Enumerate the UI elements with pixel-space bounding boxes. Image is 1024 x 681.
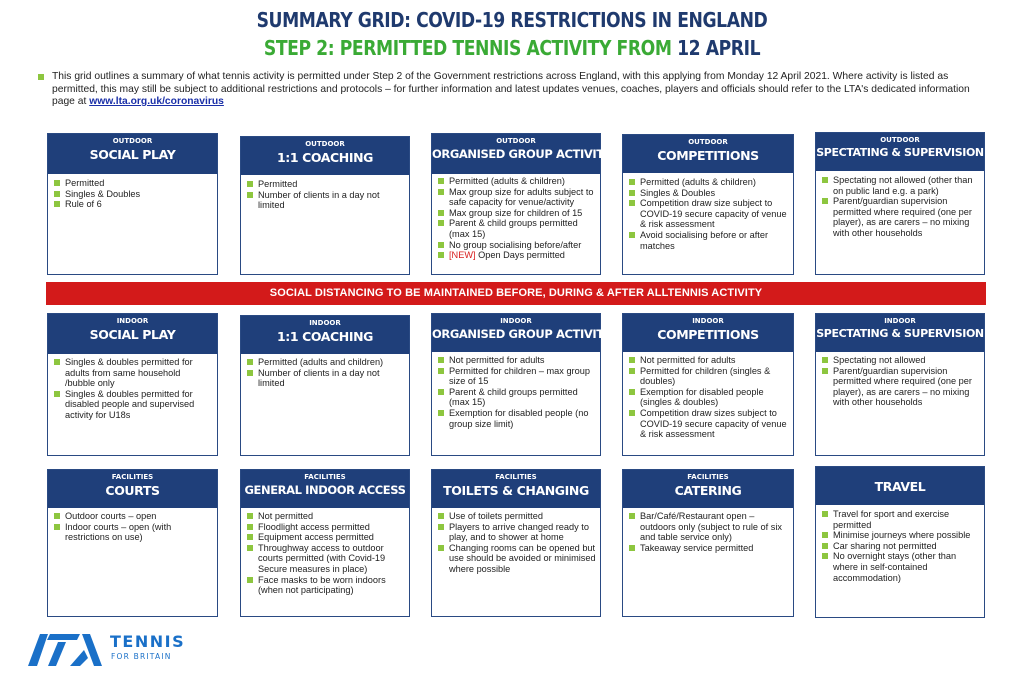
list-item: Not permitted [247, 511, 405, 522]
list-item: Permitted (adults & children) [438, 176, 596, 187]
card-list [247, 511, 405, 596]
subtitle-step: STEP 2: [263, 36, 340, 60]
list-item: Exemption for disabled people (no group size limit) [438, 408, 596, 429]
list-item: Singles & Doubles [629, 188, 789, 199]
indoor-coaching-card [240, 315, 410, 456]
list-item: Face masks to be worn indoors (when not participating) [247, 575, 405, 596]
page-title: SUMMARY GRID: COVID-19 RESTRICTIONS IN ENGLAND [256, 8, 768, 32]
card-title: TRAVEL [874, 479, 926, 494]
indoor-social-play-card [47, 313, 218, 456]
list-item: Bar/Café/Restaurant open – outdoors only (subject to rule of six and table service only) [629, 511, 789, 543]
list-item: Singles & Doubles [54, 189, 213, 200]
card-title: SOCIAL PLAY [89, 327, 176, 342]
card-header [241, 316, 409, 354]
list-item: Competition draw size subject to COVID-19 secure capacity of venue & risk assessment [629, 198, 789, 230]
bullet-icon [38, 74, 44, 80]
outdoor-spectating-card [815, 132, 985, 275]
list-item: Throughway access to outdoor courts permitted (with Covid-19 Secure measures in place) [247, 543, 405, 575]
list-item: Parent/guardian supervision permitted where required (one per player), as are carers – no mixing with other households [822, 366, 980, 408]
card-header [623, 470, 793, 508]
list-item: Rule of 6 [54, 199, 213, 210]
lta-coronavirus-link[interactable]: www.lta.org.uk/coronavirus [89, 96, 224, 107]
list-item: Minimise journeys where possible [822, 530, 980, 541]
card-header [432, 470, 600, 508]
outdoor-group-activity-card [431, 133, 612, 275]
list-item: Not permitted for adults [629, 355, 789, 366]
list-item: Singles & doubles permitted for adults from same household /bubble only [54, 357, 213, 389]
catering-card [622, 469, 794, 617]
lta-logo [24, 626, 184, 670]
social-distancing-banner: SOCIAL DISTANCING TO BE MAINTAINED BEFORE, DURING & AFTER ALLTENNIS ACTIVITY [46, 282, 986, 305]
new-badge: [NEW] [449, 250, 476, 261]
list-item: Indoor courts – open (with restrictions on use) [54, 522, 213, 543]
outdoor-social-play-card [47, 133, 218, 275]
indoor-spectating-card [815, 313, 985, 456]
list-item: Parent/guardian supervision permitted where required (one per player), as are carers – no mixing with other households [822, 196, 980, 238]
list-item: Max group size for adults subject to safe capacity for venue/activity [438, 187, 596, 208]
subtitle-date: 12 APRIL [677, 36, 761, 60]
card-list [54, 178, 213, 210]
list-item-text: Open Days permitted [478, 250, 565, 261]
card-category: FACILITIES [687, 473, 729, 481]
list-item: Permitted (adults & children) [629, 177, 789, 188]
card-header [623, 135, 793, 173]
card-title: TOILETS & CHANGING [443, 483, 589, 498]
logo-tagline: FOR BRITAIN [111, 652, 172, 661]
list-item: Outdoor courts – open [54, 511, 213, 522]
card-header [48, 314, 217, 354]
card-list [247, 357, 405, 389]
list-item [438, 250, 596, 261]
card-header [623, 314, 793, 352]
outdoor-competitions-card [622, 134, 794, 275]
list-item: Travel for sport and exercise permitted [822, 509, 980, 530]
page-subtitle [72, 36, 953, 60]
card-title: GENERAL INDOOR ACCESS [244, 483, 406, 497]
card-list [629, 177, 789, 251]
list-item: Floodlight access permitted [247, 522, 405, 533]
list-item: Permitted [247, 179, 405, 190]
list-item: Permitted (adults and children) [247, 357, 405, 368]
card-title: 1:1 COACHING [276, 150, 374, 165]
card-category: OUTDOOR [305, 140, 345, 148]
card-category: INDOOR [500, 317, 532, 325]
list-item: Avoid socialising before or after matches [629, 230, 789, 251]
list-item: Number of clients in a day not limited [247, 190, 405, 211]
outdoor-coaching-card [240, 136, 410, 275]
card-header [241, 470, 409, 508]
card-title: 1:1 COACHING [276, 329, 374, 344]
list-item: Max group size for children of 15 [438, 208, 596, 219]
card-list [629, 355, 789, 440]
intro-text: This grid outlines a summary of what tennis activity is permitted under Step 2 of the Government restrictions across England, with this applying from Monday 12 April 2021. Where activity is listed as permitted, this may still be subject to additional restrictions and protocols – for further information and latest updates venues, coaches, players and officials should refer to the LTA's dedicated information page at [52, 71, 970, 107]
courts-card [47, 469, 218, 617]
card-list [822, 355, 980, 408]
list-item: No group socialising before/after [438, 240, 596, 251]
list-item: Permitted for children – max group size of 15 [438, 366, 596, 387]
card-category: INDOOR [309, 319, 341, 327]
card-list [822, 175, 980, 239]
card-category: INDOOR [116, 317, 149, 325]
card-category: FACILITIES [495, 473, 537, 481]
indoor-group-activity-card [431, 313, 612, 456]
list-item: No overnight stays (other than where in self-contained accommodation) [822, 551, 980, 583]
card-category: OUTDOOR [112, 137, 153, 145]
card-title: SPECTATING & SUPERVISION [816, 327, 984, 340]
list-item: Spectating not allowed (other than on public land e.g. a park) [822, 175, 980, 196]
card-category: INDOOR [884, 317, 916, 325]
card-title: SPECTATING & SUPERVISION [816, 146, 984, 159]
list-item: Use of toilets permitted [438, 511, 596, 522]
list-item: Permitted [54, 178, 213, 189]
card-header [48, 470, 217, 508]
list-item: Competition draw sizes subject to COVID-19 secure capacity of venue & risk assessment [629, 408, 789, 440]
card-category: FACILITIES [111, 473, 154, 481]
subtitle-text: PERMITTED TENNIS ACTIVITY FROM [339, 36, 678, 60]
card-list [54, 511, 213, 543]
card-title: COURTS [105, 483, 160, 498]
card-title: COMPETITIONS [657, 148, 759, 163]
list-item: Singles & doubles permitted for disabled people and supervised activity for U18s [54, 389, 213, 421]
card-header [432, 314, 612, 352]
list-item: Takeaway service permitted [629, 543, 789, 554]
card-category: OUTDOOR [688, 138, 728, 146]
list-item: Spectating not allowed [822, 355, 980, 366]
list-item: Number of clients in a day not limited [247, 368, 405, 389]
card-header [432, 134, 612, 174]
list-item: Car sharing not permitted [822, 541, 980, 552]
intro-paragraph [52, 71, 987, 109]
list-item: Exemption for disabled people (singles & doubles) [629, 387, 789, 408]
card-category: INDOOR [692, 317, 724, 325]
list-item: Parent & child groups permitted (max 15) [438, 387, 596, 408]
card-header [816, 314, 984, 352]
card-title: ORGANISED GROUP ACTIVITY [432, 327, 612, 341]
card-list [822, 509, 980, 583]
card-header [48, 134, 217, 174]
general-indoor-access-card [240, 469, 410, 617]
card-list [247, 179, 405, 211]
card-list [629, 511, 789, 553]
card-list [438, 355, 596, 429]
travel-card [815, 466, 985, 618]
list-item: Not permitted for adults [438, 355, 596, 366]
card-list [438, 511, 596, 575]
list-item: Equipment access permitted [247, 532, 405, 543]
lta-logo-mark [24, 626, 110, 670]
card-category: OUTDOOR [880, 136, 920, 144]
toilets-changing-card [431, 469, 601, 617]
card-list [54, 357, 213, 421]
indoor-competitions-card [622, 313, 794, 456]
list-item: Players to arrive changed ready to play, and to shower at home [438, 522, 596, 543]
list-item: Changing rooms can be opened but use should be avoided or minimised where possible [438, 543, 596, 575]
card-list [438, 176, 596, 261]
card-header [241, 137, 409, 175]
card-header [816, 467, 984, 505]
logo-tennis-text: TENNIS [110, 632, 186, 651]
card-title: ORGANISED GROUP ACTIVITY [432, 147, 612, 161]
list-item: Parent & child groups permitted (max 15) [438, 218, 596, 239]
card-category: OUTDOOR [496, 137, 536, 145]
list-item: Permitted for children (singles & doubles) [629, 366, 789, 387]
card-category: FACILITIES [304, 473, 346, 481]
card-title: SOCIAL PLAY [89, 147, 176, 162]
card-header [816, 133, 984, 171]
card-title: COMPETITIONS [657, 327, 759, 342]
card-title: CATERING [674, 483, 742, 498]
